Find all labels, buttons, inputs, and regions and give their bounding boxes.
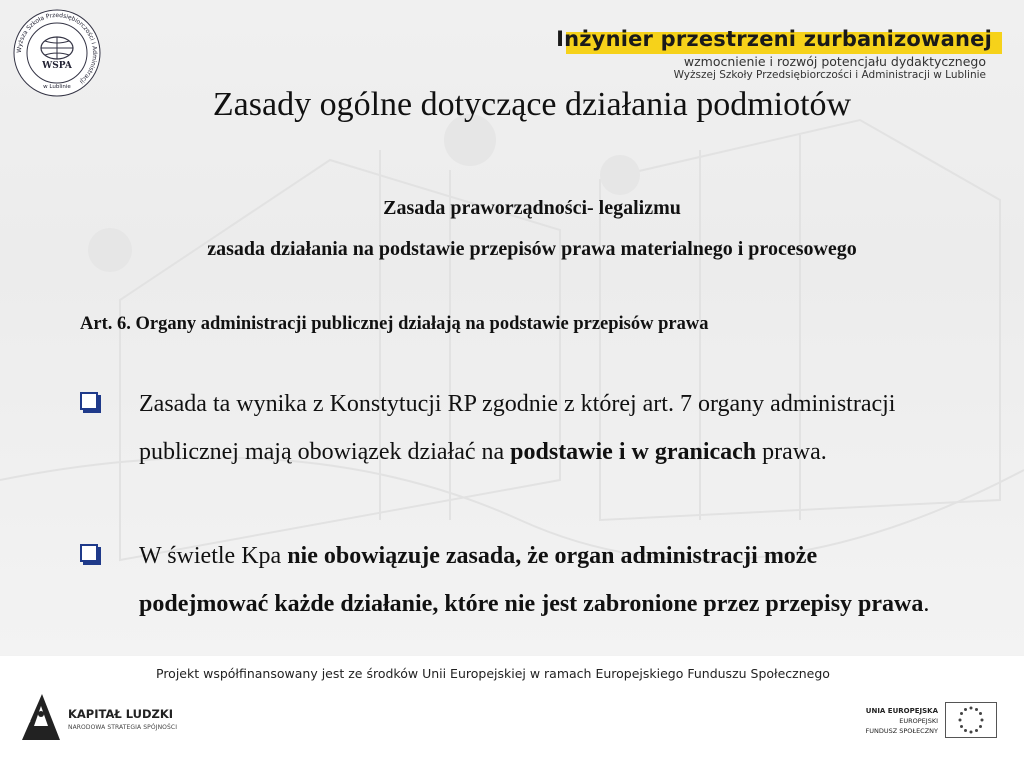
eu-label (865, 706, 938, 736)
brand-subtitle: wzmocnienie i rozwój potencjału dydaktycznego (683, 54, 986, 69)
bullet-text-part: W świetle Kpa (139, 543, 288, 569)
bullet-text (139, 532, 946, 628)
footer-note: Projekt współfinansowany jest ze środków Unii Europejskiej w ramach Europejskiego Funduszu Społecznego (156, 666, 830, 681)
eu-flag-icon (945, 702, 997, 738)
principle-subheading: zasada działania na podstawie przepisów prawa materialnego i procesowego (207, 238, 857, 260)
brand-institution: Wyższej Szkoły Przedsiębiorczości i Administracji w Lublinie (673, 69, 986, 81)
checkbox-bullet-icon (80, 544, 98, 562)
bullet-text-bold: nie obowiązuje zasada, że organ administracji może podejmować każde działanie, które nie jest zabronione przez przepisy prawa (139, 543, 924, 617)
brand-title: Inżynier przestrzeni zurbanizowanej (556, 27, 992, 51)
article-text: Art. 6. Organy administracji publicznej działają na podstawie przepisów prawa (80, 314, 709, 334)
eu-line-1: UNIA EUROPEJSKA (865, 707, 938, 715)
bullet-item (76, 532, 946, 628)
eu-line-3: FUNDUSZ SPOŁECZNY (865, 727, 938, 735)
kapital-ludzki-icon (20, 692, 62, 742)
eu-line-2: EUROPEJSKI (899, 717, 938, 725)
bullet-text-part: . (923, 591, 930, 617)
bullet-item (76, 380, 946, 476)
seal-city: w Lublinie (43, 84, 71, 90)
bullet-text-bold: podstawie i w granicach (510, 439, 757, 465)
bullet-text-part: prawa. (756, 439, 827, 465)
kapital-ludzki-sub: NARODOWA STRATEGIA SPÓJNOŚCI (68, 724, 178, 731)
checkbox-bullet-icon (80, 392, 98, 410)
seal-abbr: WSPA (42, 61, 72, 71)
page-title: Zasady ogólne dotyczące działania podmiotów (212, 86, 852, 123)
wspa-seal-icon (12, 8, 102, 98)
seal-ring-text: Wyższa Szkoła Przedsiębiorczości i Administracji (15, 11, 99, 86)
principle-heading: Zasada praworządności- legalizmu (383, 197, 681, 219)
bullet-text (139, 380, 946, 476)
bullet-text-part: Zasada ta wynika z Konstytucji RP zgodnie z której art. 7 organy administracji publicznej mają obowiązek działać na (139, 391, 896, 465)
kapital-ludzki-name: KAPITAŁ LUDZKI (68, 707, 174, 721)
